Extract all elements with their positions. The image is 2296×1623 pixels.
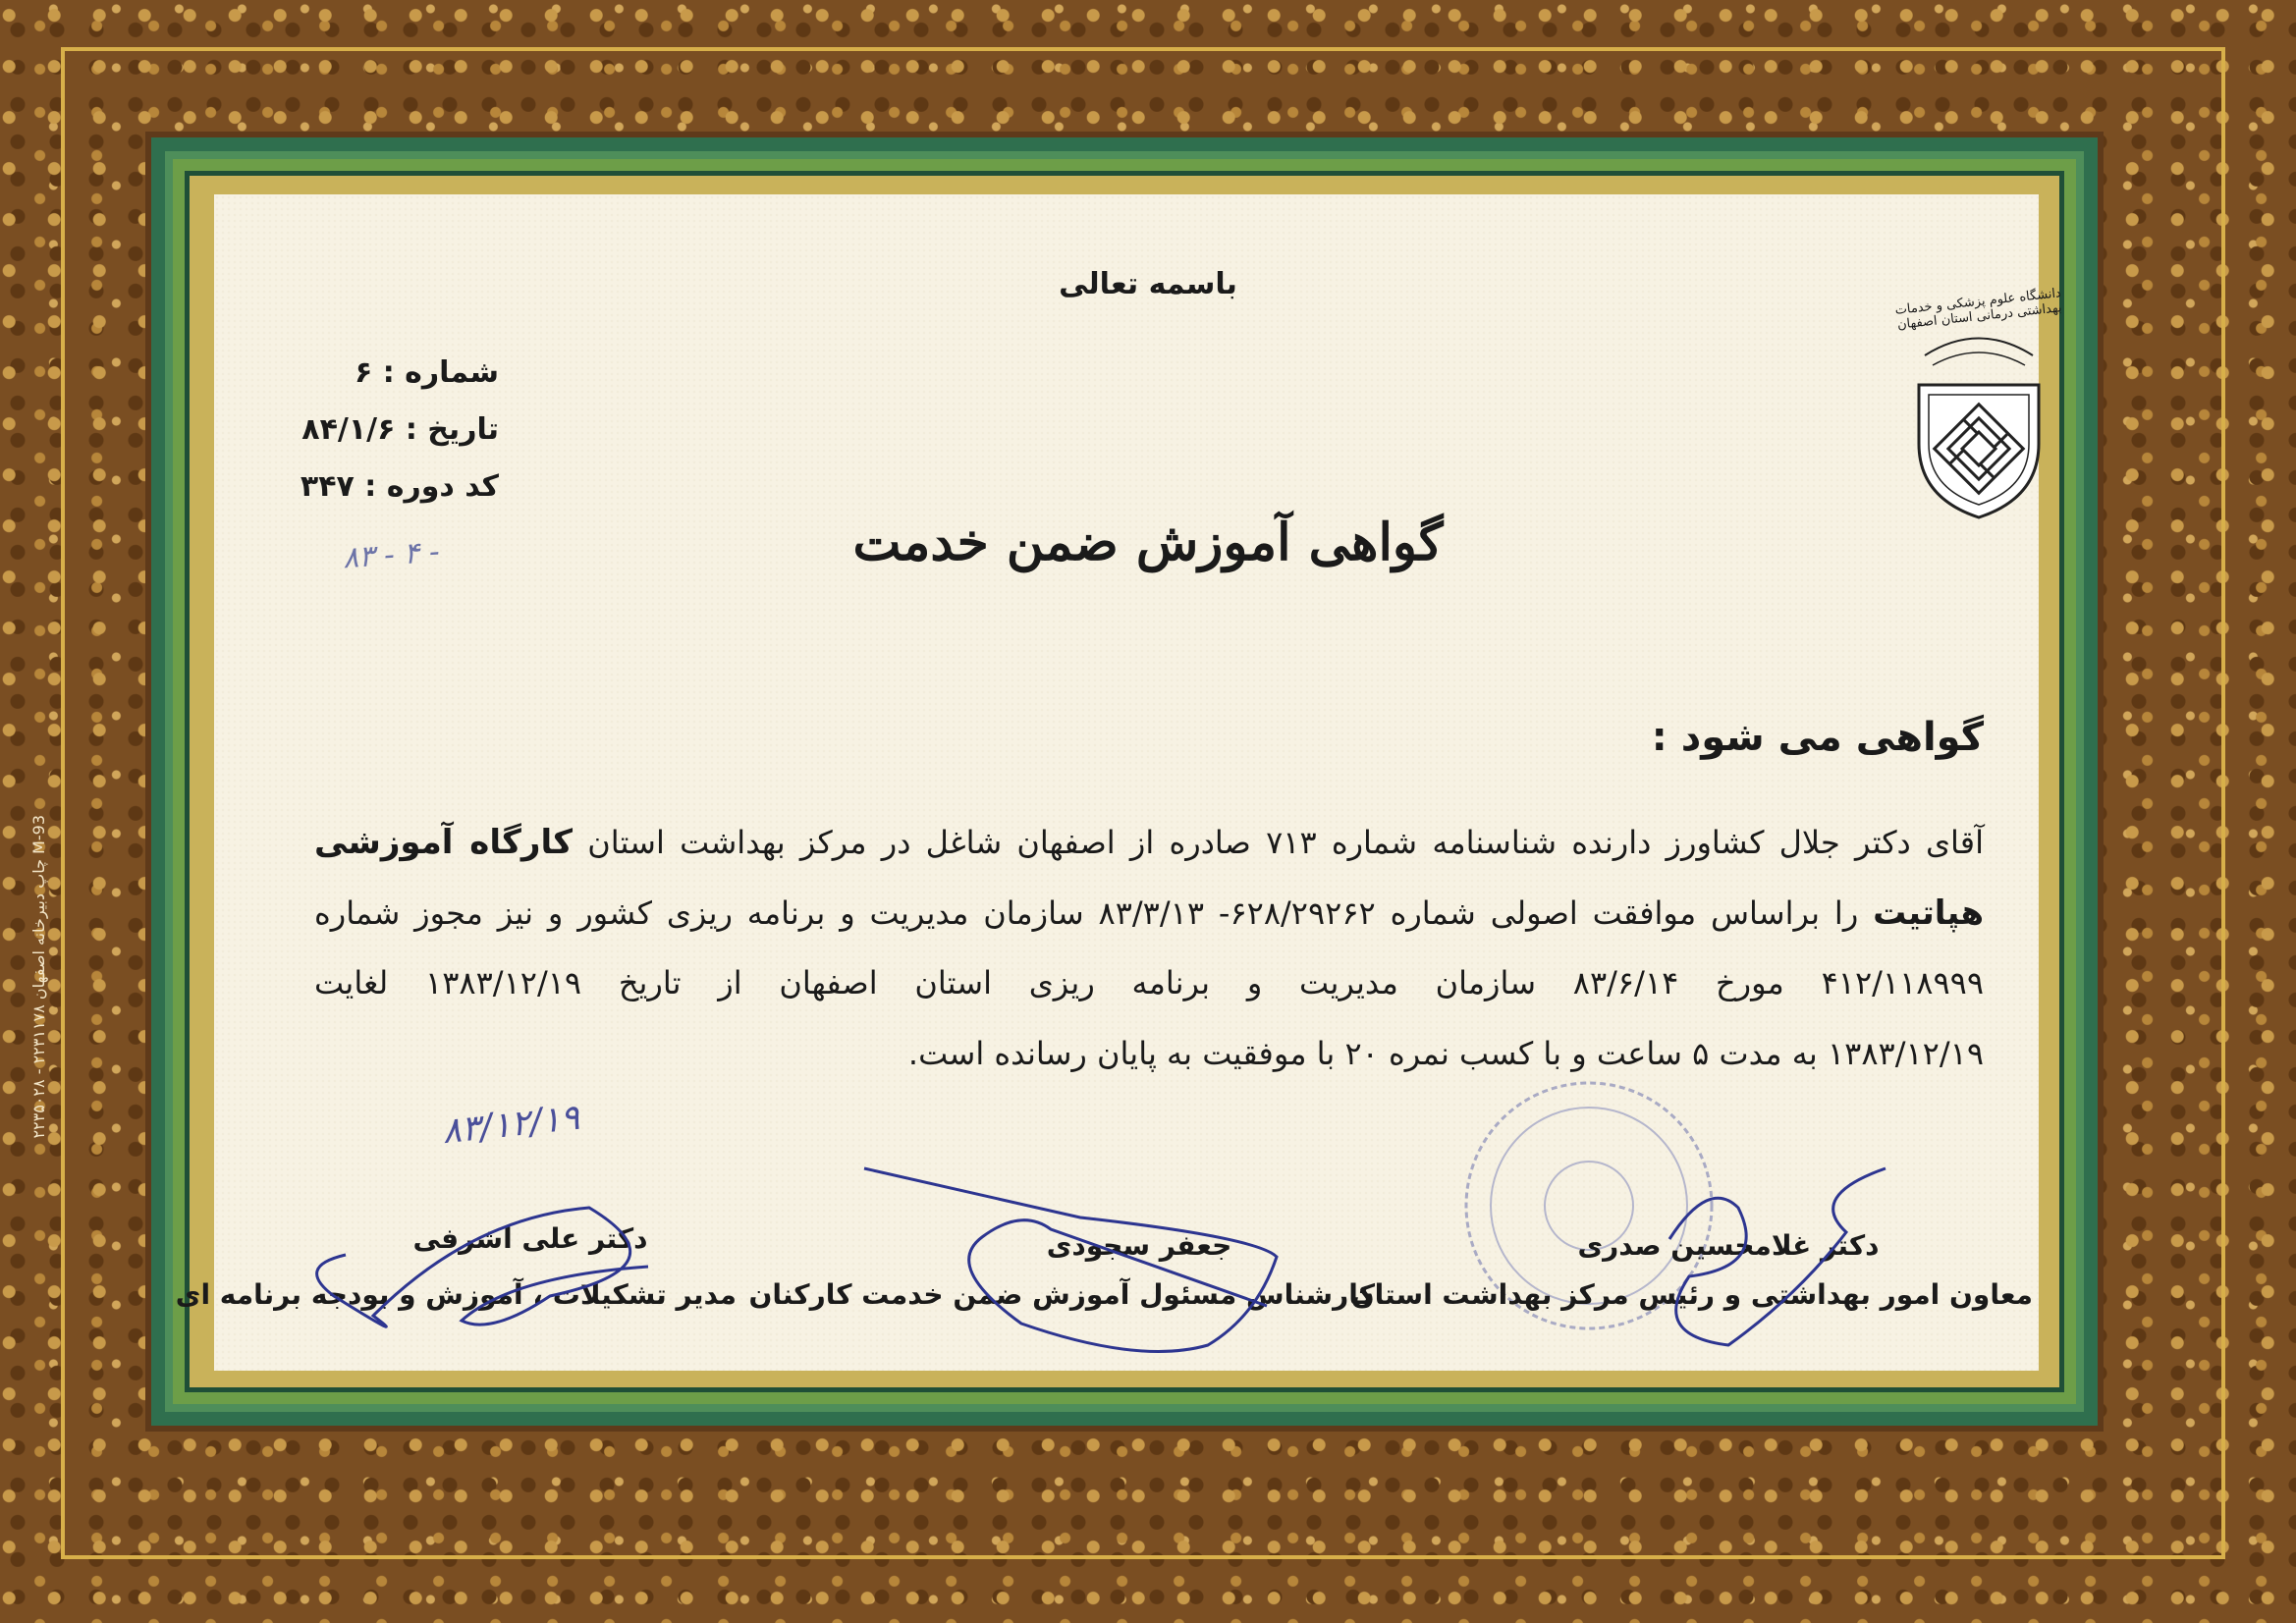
university-logo-icon bbox=[1905, 326, 2052, 522]
printer-note: M-93 چاپ دبیرخانه اصفهان ۲۲۳۱۱۷۸ - ۲۲۳۵۰۲۸ bbox=[29, 815, 48, 1139]
signatory-2-title: کارشناس مسئول آموزش ضمن خدمت کارکنان bbox=[748, 1278, 1375, 1311]
body-line-3: ۴۱۲/۱۱۸۹۹۹ مورخ ۸۳/۶/۱۴ سازمان مدیریت و برنامه ریزی استان اصفهان از تاریخ ۱۳۸۳/۱۲/۱۹ لغایت bbox=[314, 964, 1985, 1001]
signatory-3-title: مدیر تشکیلات ، آموزش و بودجه برنامه ای bbox=[175, 1278, 737, 1311]
certificate-number: شماره : ۶ bbox=[354, 355, 499, 390]
body-line-1: آقای دکتر جلال کشاورز دارنده شناسنامه شماره ۷۱۳ صادره از اصفهان شاغل در مرکز بهداشت استان کارگاه آموزشی bbox=[314, 823, 1984, 862]
course-code: کد دوره : ۳۴۷ bbox=[300, 469, 499, 504]
signatory-3-name: دکتر علی اشرفی bbox=[412, 1222, 648, 1255]
signatory-1-title: معاون امور بهداشتی و رئیس مرکز بهداشت استان bbox=[1350, 1278, 2033, 1311]
handwritten-reference: ۸۳ - ۴ - bbox=[342, 534, 442, 576]
logo-caption: دانشگاه علوم پزشکی و خدمات بهداشتی درمانی استان اصفهان bbox=[1893, 286, 2063, 333]
body-line-2: هپاتیت را براساس موافقت اصولی شماره ۶۲۸/۲۹۲۶۲- ۸۳/۳/۱۳ سازمان مدیریت و برنامه ریزی کشور و نیز مجوز شماره bbox=[314, 893, 1985, 933]
certify-statement: گواهی می شود : bbox=[1651, 715, 1984, 760]
signatory-2-name: جعفر سجودی bbox=[1046, 1229, 1232, 1262]
signatory-1-name: دکتر غلامحسین صدری bbox=[1577, 1229, 1880, 1262]
certificate-date: تاریخ : ۸۴/۱/۶ bbox=[301, 412, 499, 447]
heading-basmala: باسمه تعالی bbox=[1059, 267, 1237, 301]
body-line-4: ۱۳۸۳/۱۲/۱۹ به مدت ۵ ساعت و با کسب نمره ۲۰ با موفقیت به پایان رسانده است. bbox=[907, 1035, 1984, 1072]
handwritten-date: ۸۳/۱۲/۱۹ bbox=[440, 1097, 582, 1153]
certificate-title: گواهی آموزش ضمن خدمت bbox=[852, 513, 1444, 572]
